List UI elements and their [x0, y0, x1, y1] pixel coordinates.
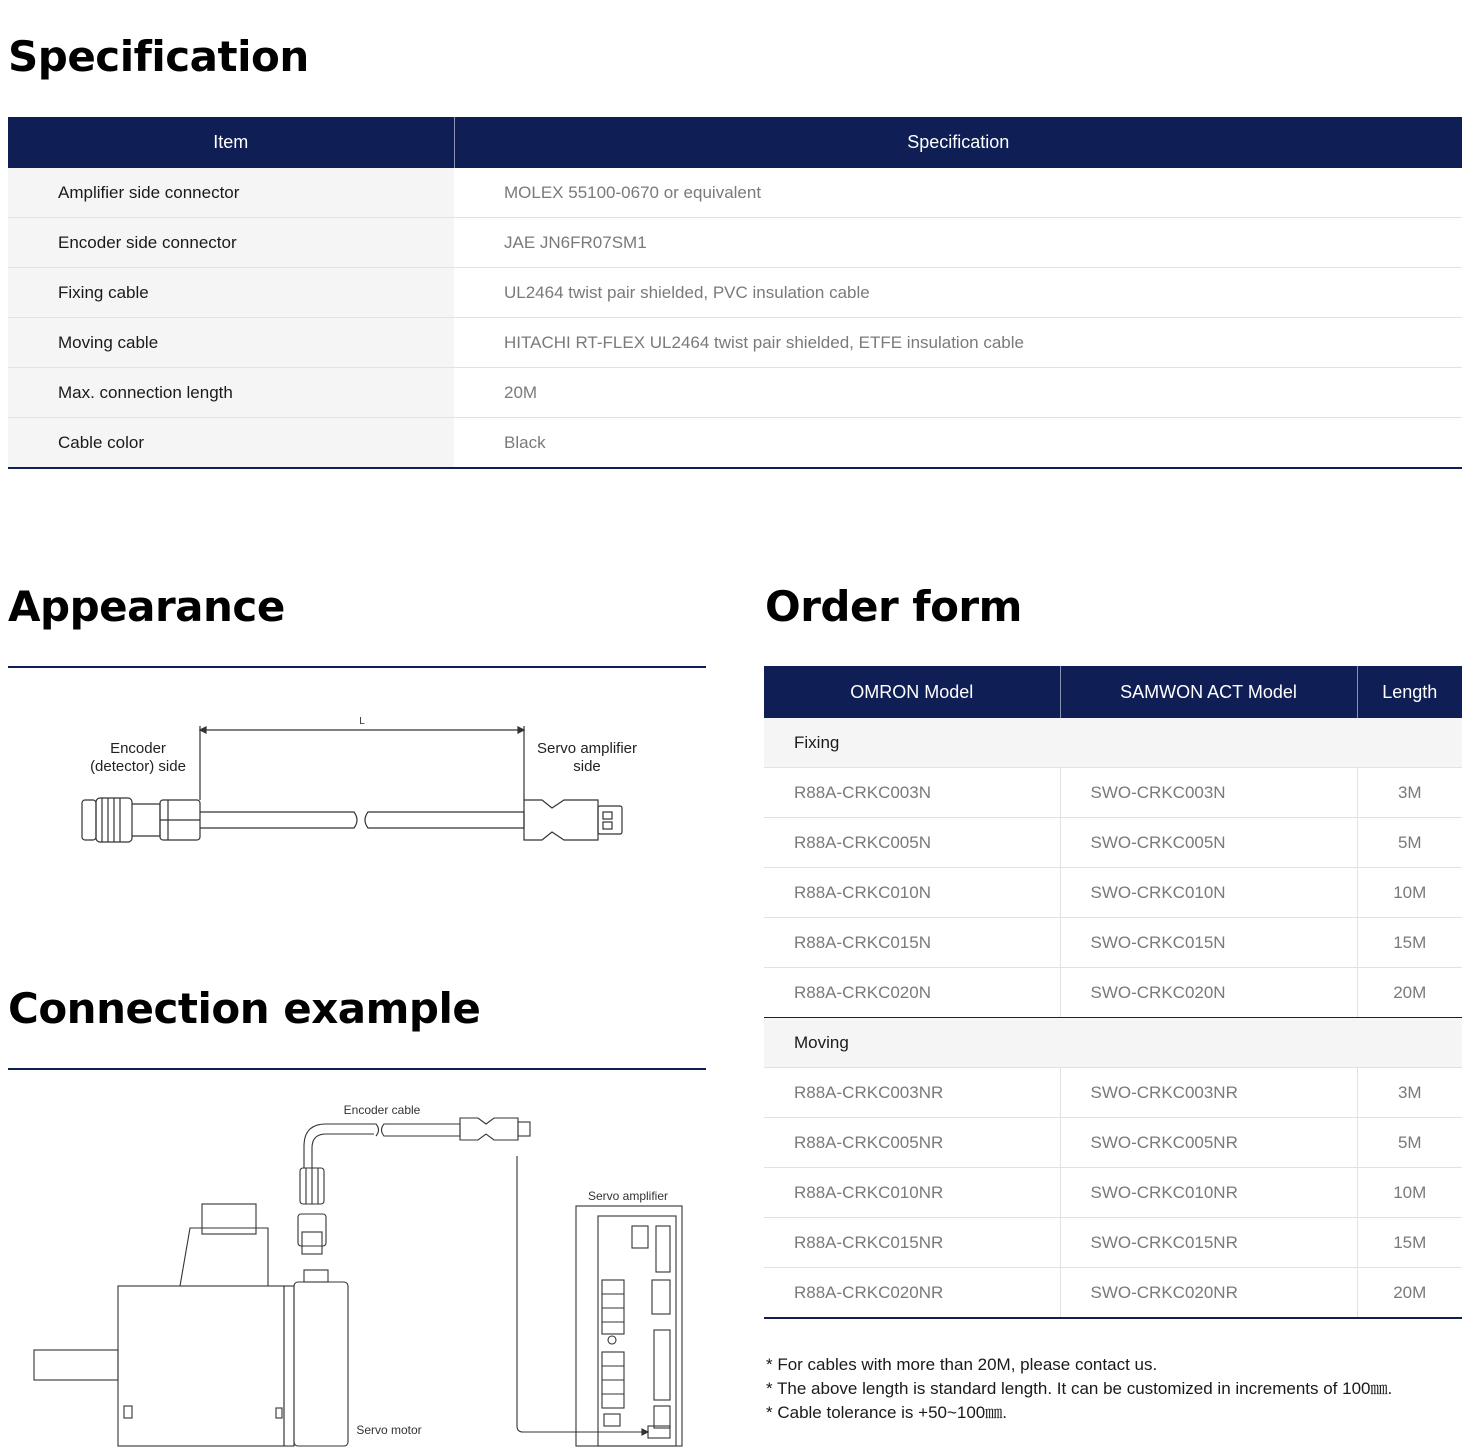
group-label: Fixing [764, 718, 1462, 768]
spec-row [8, 368, 1462, 418]
samwon-model: SWO-CRKC003NR [1060, 1068, 1357, 1118]
encoder-side-label-2: (detector) side [90, 758, 186, 775]
order-header-row [764, 666, 1462, 718]
spec-value: UL2464 twist pair shielded, PVC insulation cable [454, 268, 1462, 318]
table-row [764, 1118, 1462, 1168]
table-row [764, 768, 1462, 818]
servo-amplifier-label: Servo amplifier [587, 1189, 669, 1203]
cable-length: 10M [1357, 1168, 1462, 1218]
connection-diagram [8, 1090, 706, 1447]
table-row [764, 1268, 1462, 1319]
encoder-cable-label: Encoder cable [343, 1103, 421, 1117]
spec-value: 20M [454, 368, 1462, 418]
order-table [764, 666, 1462, 1319]
order-header-samwon: SAMWON ACT Model [1060, 666, 1357, 718]
omron-model: R88A-CRKC003N [764, 768, 1060, 818]
group-label: Moving [764, 1018, 1462, 1068]
spec-table [8, 117, 1462, 469]
cable-length: 15M [1357, 1218, 1462, 1268]
spec-item: Amplifier side connector [8, 168, 454, 218]
cable-length: 3M [1357, 1068, 1462, 1118]
samwon-model: SWO-CRKC003N [1060, 768, 1357, 818]
cable-length: 3M [1357, 768, 1462, 818]
cable-appearance-drawing [8, 700, 706, 870]
cable-length: 20M [1357, 968, 1462, 1018]
omron-model: R88A-CRKC010NR [764, 1168, 1060, 1218]
spec-row [8, 268, 1462, 318]
note-line: * The above length is standard length. It can be customized in increments of 100㎜. [766, 1379, 1393, 1398]
servo-motor-label: Servo motor [356, 1423, 422, 1437]
amplifier-side-label: Servo amplifier [536, 740, 638, 757]
dimension-label: L [359, 716, 365, 727]
omron-model: R88A-CRKC005N [764, 818, 1060, 868]
samwon-model: SWO-CRKC010NR [1060, 1168, 1357, 1218]
spec-header-item: Item [8, 117, 454, 168]
motor-shaft [34, 1350, 118, 1380]
samwon-model: SWO-CRKC015NR [1060, 1218, 1357, 1268]
encoder-side-label: Encoder [110, 740, 166, 757]
spec-row [8, 218, 1462, 268]
note-line: * For cables with more than 20M, please contact us. [766, 1355, 1158, 1374]
samwon-model: SWO-CRKC005NR [1060, 1118, 1357, 1168]
table-row [764, 1068, 1462, 1118]
cable-right [365, 812, 524, 828]
spec-title: Specification [8, 32, 309, 81]
spec-item: Encoder side connector [8, 218, 454, 268]
spec-value: HITACHI RT-FLEX UL2464 twist pair shielded, ETFE insulation cable [454, 318, 1462, 368]
table-row [764, 968, 1462, 1018]
spec-header-row [8, 117, 1462, 168]
spec-row [8, 168, 1462, 218]
cable-length: 20M [1357, 1268, 1462, 1319]
servo-motor [202, 1204, 256, 1234]
group-row-fixing [764, 718, 1462, 768]
connection-divider [8, 1068, 706, 1070]
note-line: * Cable tolerance is +50~100㎜. [766, 1403, 1007, 1422]
cable-left [200, 812, 357, 828]
omron-model: R88A-CRKC020N [764, 968, 1060, 1018]
cable-length: 5M [1357, 818, 1462, 868]
order-header-omron: OMRON Model [764, 666, 1060, 718]
connection-title: Connection example [8, 984, 481, 1033]
order-form-title: Order form [765, 582, 1022, 631]
spec-value: JAE JN6FR07SM1 [454, 218, 1462, 268]
encoder-connector [82, 800, 96, 840]
spec-value: MOLEX 55100-0670 or equivalent [454, 168, 1462, 218]
omron-model: R88A-CRKC015NR [764, 1218, 1060, 1268]
samwon-model: SWO-CRKC015N [1060, 918, 1357, 968]
samwon-model: SWO-CRKC020NR [1060, 1268, 1357, 1319]
amplifier-connector [524, 800, 598, 840]
spec-item: Cable color [8, 418, 454, 469]
servo-amplifier [576, 1206, 682, 1446]
samwon-model: SWO-CRKC005N [1060, 818, 1357, 868]
omron-model: R88A-CRKC010N [764, 868, 1060, 918]
table-row [764, 868, 1462, 918]
cable-length: 10M [1357, 868, 1462, 918]
samwon-model: SWO-CRKC010N [1060, 868, 1357, 918]
cable-length: 15M [1357, 918, 1462, 968]
spec-value: Black [454, 418, 1462, 469]
omron-model: R88A-CRKC015N [764, 918, 1060, 968]
cable-length: 5M [1357, 1118, 1462, 1168]
spec-item: Moving cable [8, 318, 454, 368]
order-header-length: Length [1357, 666, 1462, 718]
omron-model: R88A-CRKC005NR [764, 1118, 1060, 1168]
cable-amp-connector [460, 1118, 518, 1140]
amplifier-side-label-2: side [573, 758, 601, 775]
spec-item: Max. connection length [8, 368, 454, 418]
table-row [764, 1168, 1462, 1218]
group-row-moving [764, 1018, 1462, 1068]
spec-row [8, 318, 1462, 368]
spec-header-spec: Specification [454, 117, 1462, 168]
table-row [764, 918, 1462, 968]
table-row [764, 818, 1462, 868]
appearance-divider [8, 666, 706, 668]
encoder-cable [304, 1124, 379, 1168]
spec-row [8, 418, 1462, 469]
omron-model: R88A-CRKC020NR [764, 1268, 1060, 1319]
samwon-model: SWO-CRKC020N [1060, 968, 1357, 1018]
table-row [764, 1218, 1462, 1268]
appearance-title: Appearance [8, 582, 285, 631]
spec-item: Fixing cable [8, 268, 454, 318]
order-notes [766, 1353, 1392, 1425]
omron-model: R88A-CRKC003NR [764, 1068, 1060, 1118]
